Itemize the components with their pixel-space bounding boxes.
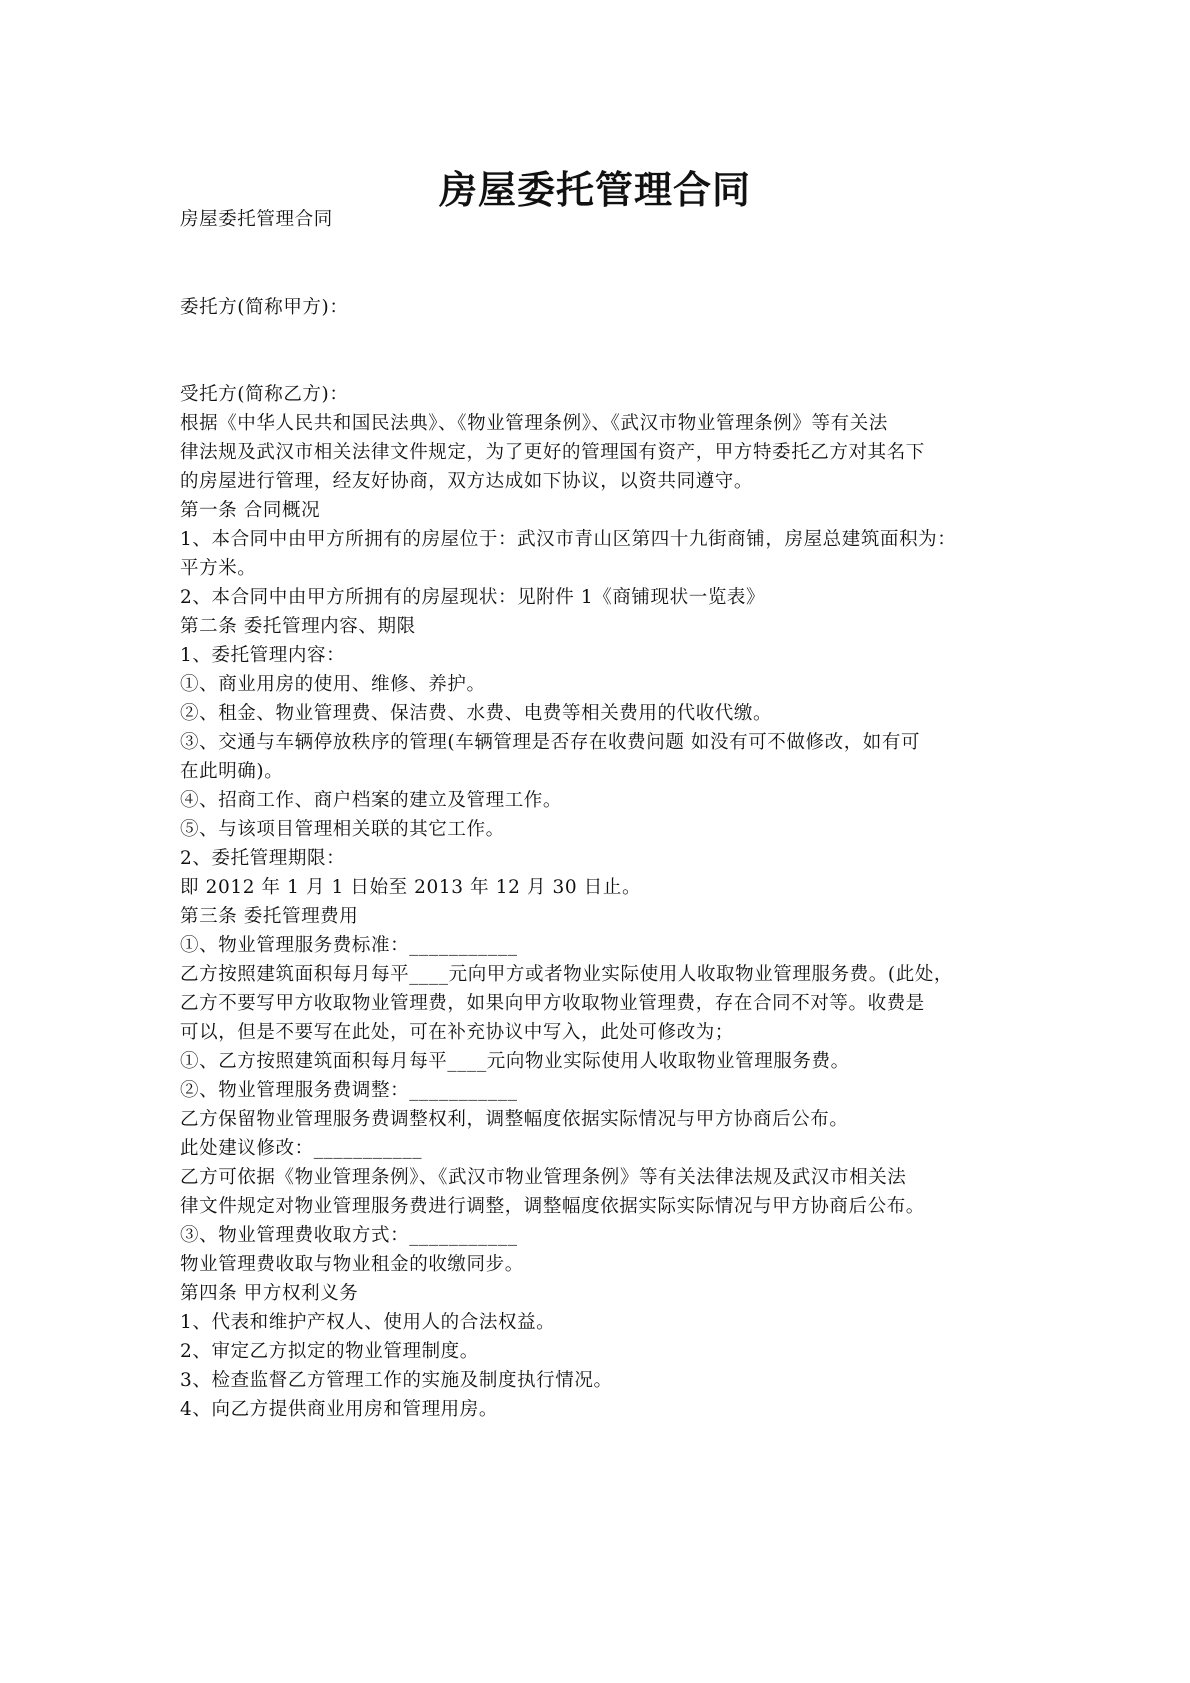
article-heading: 第一条 合同概况 [180,500,321,521]
list-item: 1、代表和维护产权人、使用人的合法权益。 [180,1312,556,1333]
party-b-label: 受托方(简称乙方)： [180,384,349,405]
paragraph-line: 可以，但是不要写在此处，可在补充协议中写入，此处可修改为； [180,1022,734,1043]
list-item: ④、招商工作、商户档案的建立及管理工作。 [180,790,563,811]
list-item: ①、乙方按照建筑面积每月每平____元向物业实际使用人收取物业管理服务费。 [180,1051,850,1072]
list-item: ①、物业管理服务费标准：___________ [180,935,518,956]
paragraph-line: 平方米。 [180,558,257,579]
list-item: ①、商业用房的使用、维修、养护。 [180,674,486,695]
article-heading: 第三条 委托管理费用 [180,906,359,927]
list-item: ②、租金、物业管理费、保洁费、水费、电费等相关费用的代收代缴。 [180,703,773,724]
paragraph-line: 2、委托管理期限： [180,848,346,869]
list-item: 3、检查监督乙方管理工作的实施及制度执行情况。 [180,1370,613,1391]
paragraph-line: 乙方保留物业管理服务费调整权利，调整幅度依据实际情况与甲方协商后公布。 [180,1109,849,1130]
list-item: 4、向乙方提供商业用房和管理用房。 [180,1399,498,1420]
paragraph-line: 1、委托管理内容： [180,645,346,666]
paragraph-line: 2、本合同中由甲方所拥有的房屋现状：见附件 1《商铺现状一览表》 [180,587,766,608]
paragraph-line: 根据《中华人民共和国民法典》、《物业管理条例》、《武汉市物业管理条例》等有关法 [180,413,888,434]
article-heading: 第四条 甲方权利义务 [180,1283,359,1304]
list-item: 2、审定乙方拟定的物业管理制度。 [180,1341,479,1362]
list-item: ⑤、与该项目管理相关联的其它工作。 [180,819,505,840]
paragraph-line: 律文件规定对物业管理服务费进行调整，调整幅度依据实际实际情况与甲方协商后公布。 [180,1196,925,1217]
party-a-label: 委托方(简称甲方)： [180,297,349,318]
paragraph-line: 乙方按照建筑面积每月每平____元向甲方或者物业实际使用人收取物业管理服务费。(此处， [180,964,954,985]
list-item: ②、物业管理服务费调整：___________ [180,1080,518,1101]
paragraph-line: 物业管理费收取与物业租金的收缴同步。 [180,1254,524,1275]
list-item: ③、交通与车辆停放秩序的管理(车辆管理是否存在收费问题 如没有可不做修改，如有可 [180,732,921,753]
paragraph-line: 的房屋进行管理，经友好协商，双方达成如下协议，以资共同遵守。 [180,471,754,492]
paragraph-line: 乙方可依据《物业管理条例》、《武汉市物业管理条例》等有关法律法规及武汉市相关法 [180,1167,907,1188]
paragraph-line: 即 2012 年 1 月 1 日始至 2013 年 12 月 30 日止。 [180,877,642,898]
document-title: 房屋委托管理合同 [438,167,751,212]
paragraph-line: 1、本合同中由甲方所拥有的房屋位于：武汉市青山区第四十九街商铺，房屋总建筑面积为： [180,529,957,550]
subtitle: 房屋委托管理合同 [180,209,333,230]
article-heading: 第二条 委托管理内容、期限 [180,616,416,637]
paragraph-line: 乙方不要写甲方收取物业管理费，如果向甲方收取物业管理费，存在合同不对等。收费是 [180,993,925,1014]
paragraph-line: 此处建议修改：___________ [180,1138,423,1159]
list-item: ③、物业管理费收取方式：___________ [180,1225,518,1246]
list-item: 在此明确)。 [180,761,284,782]
paragraph-line: 律法规及武汉市相关法律文件规定，为了更好的管理国有资产，甲方特委托乙方对其名下 [180,442,925,463]
